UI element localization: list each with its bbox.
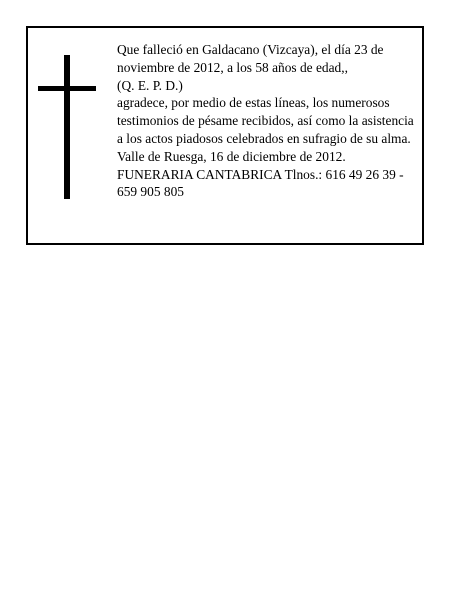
notice-line: 659 905 805 xyxy=(117,184,184,200)
notice-line: agradece, por medio de estas líneas, los numerosos xyxy=(117,95,390,111)
notice-text xyxy=(117,41,417,201)
notice-line: (Q. E. P. D.) xyxy=(117,77,183,93)
cross-vertical-bar xyxy=(64,55,70,199)
notice-line: noviembre de 2012, a los 58 años de edad,, xyxy=(117,59,348,75)
notice-line: Valle de Ruesga, 16 de diciembre de 2012. xyxy=(117,148,346,164)
notice-line: a los actos piadosos celebrados en sufragio de su alma. xyxy=(117,130,411,146)
notice-line: testimonios de pésame recibidos, así como la asistencia xyxy=(117,113,414,129)
notice-line: FUNERARIA CANTABRICA Tlnos.: 616 49 26 39 - xyxy=(117,166,404,182)
cross-icon xyxy=(38,55,96,199)
notice-line: Que falleció en Galdacano (Vizcaya), el día 23 de xyxy=(117,42,384,57)
cross-horizontal-bar xyxy=(38,86,96,91)
obituary-notice xyxy=(26,26,424,245)
